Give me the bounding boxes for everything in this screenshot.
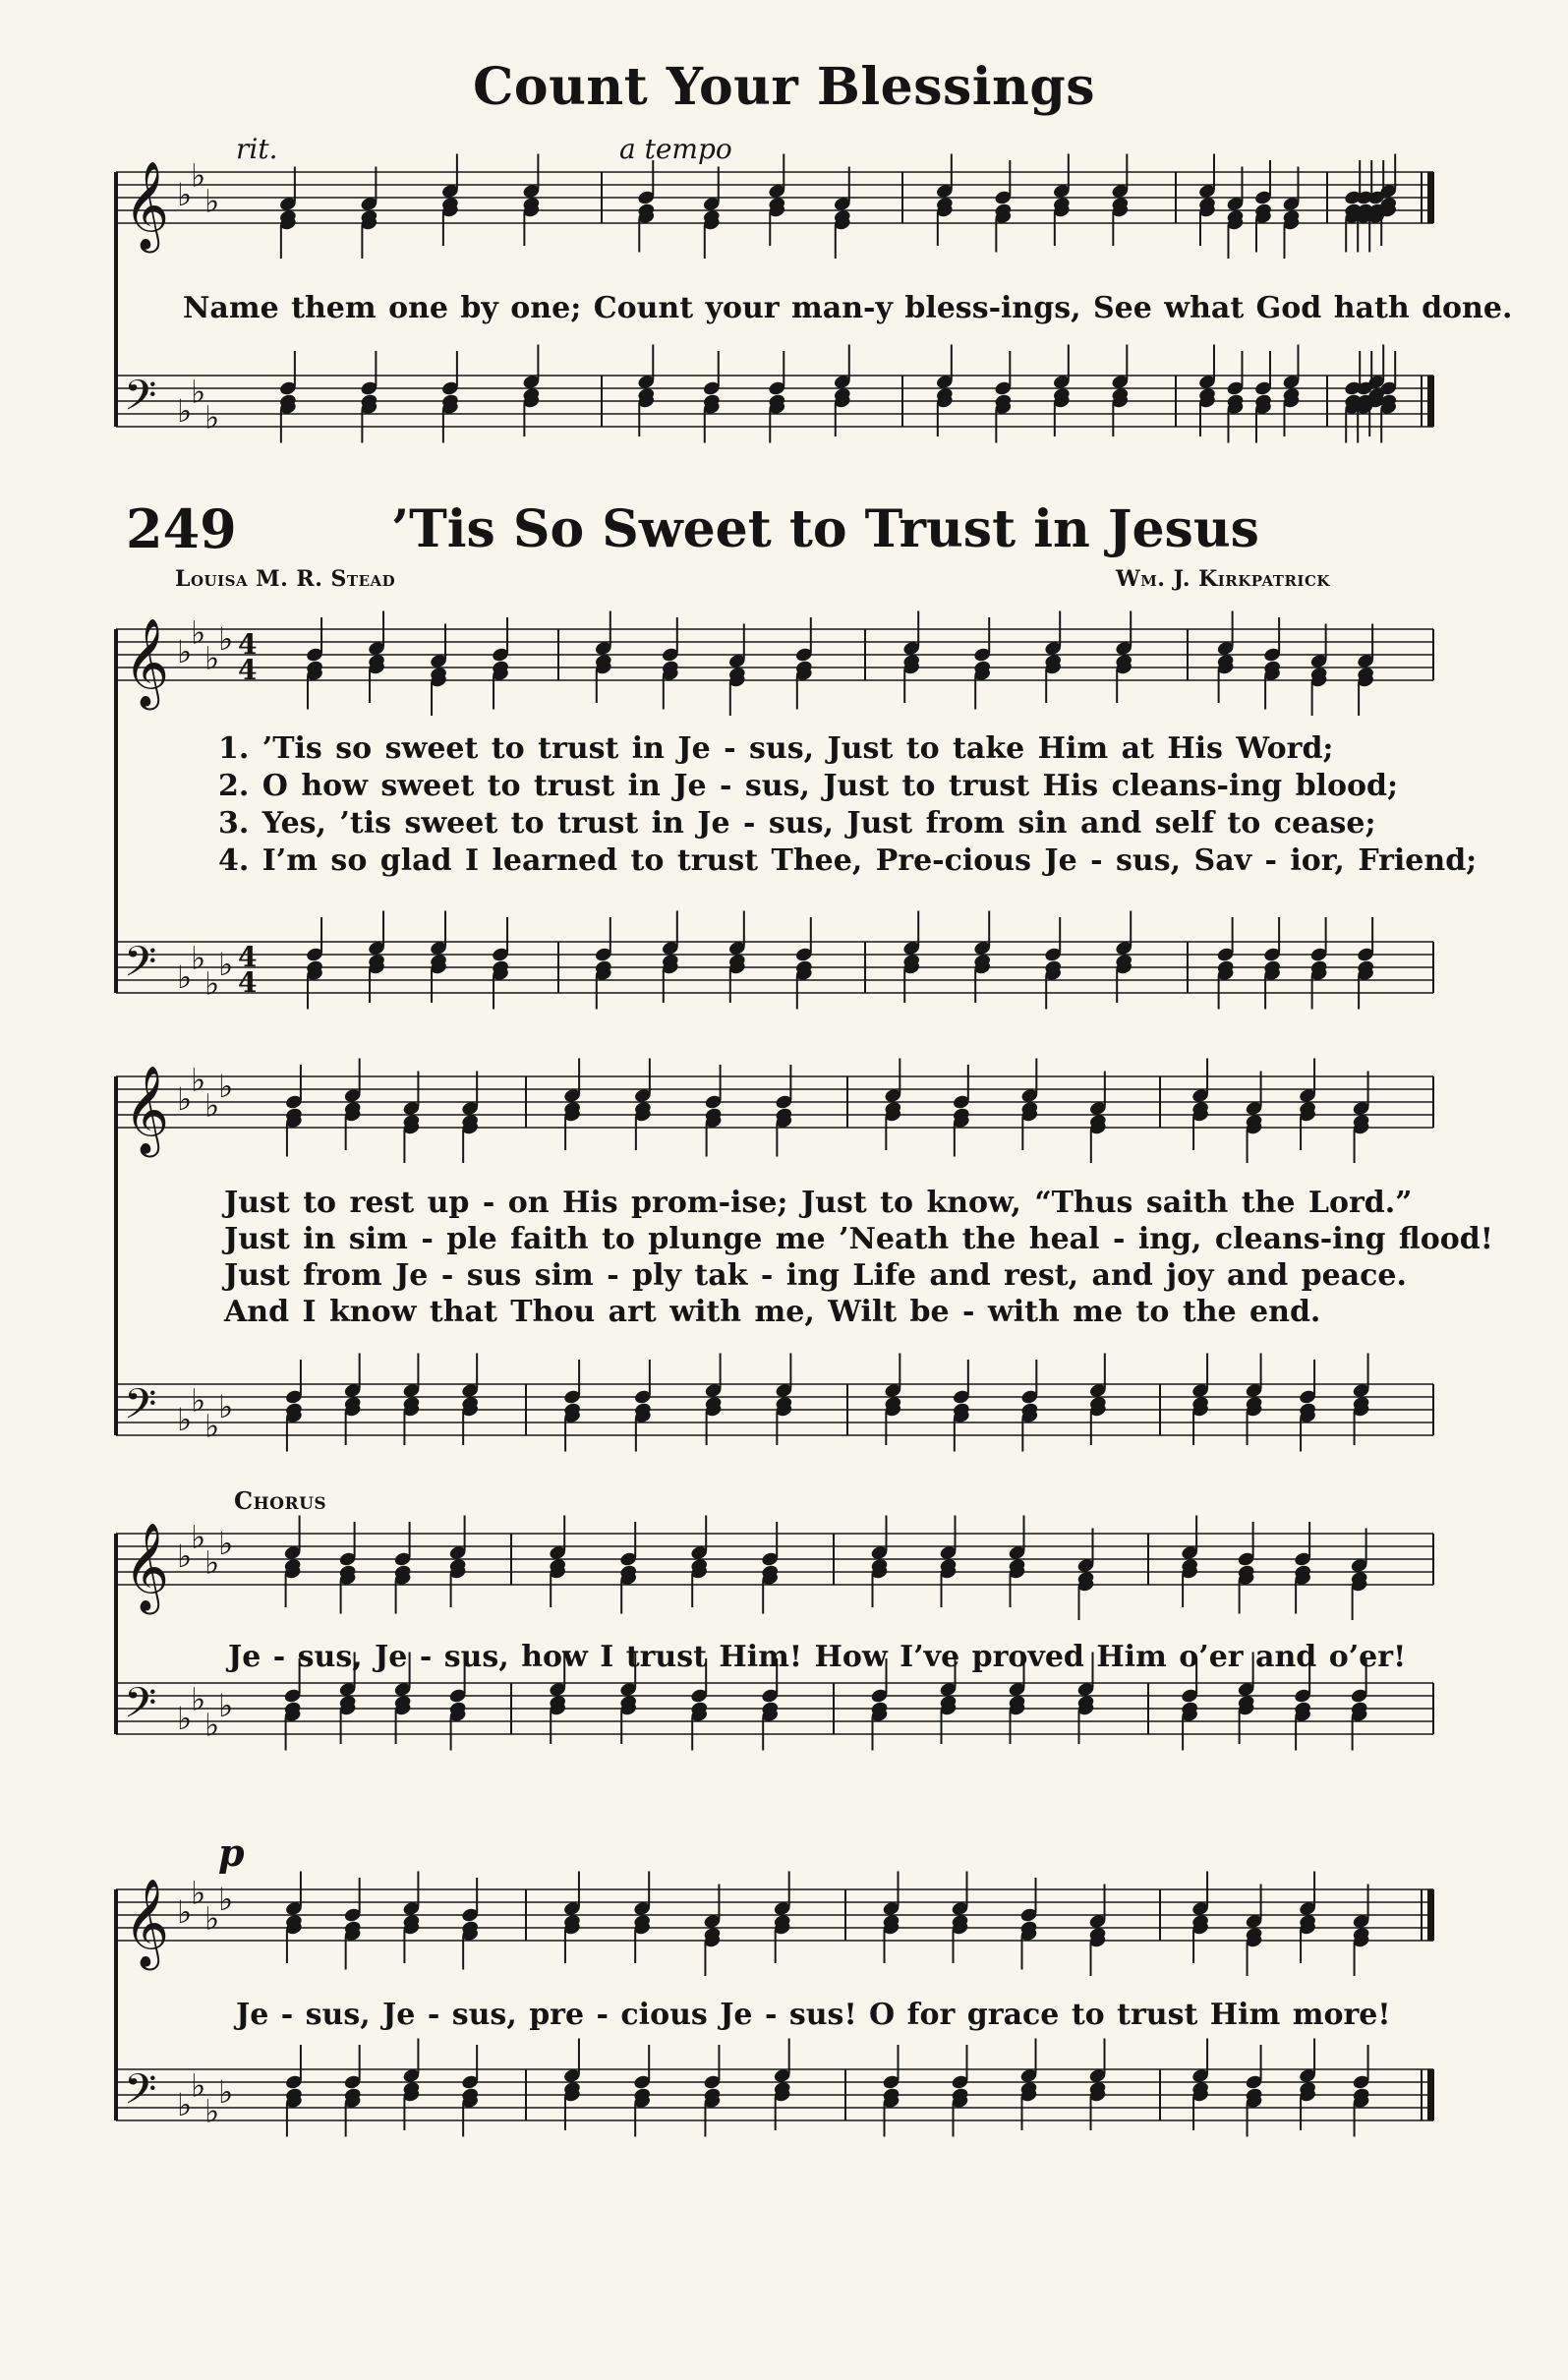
treble-clef-icon: 𝄞 (124, 1523, 170, 1611)
verse-4-line-1: 4. I’m so glad I learned to trust Thee, Pre-cious Je - sus, Sav - ior, Friend; (218, 843, 1478, 878)
treble-clef-icon: 𝄞 (124, 618, 170, 707)
flat-sign-icon: ♭ (191, 1680, 206, 1718)
flat-sign-icon: ♭ (218, 1068, 234, 1105)
final-bar-thick (1427, 2069, 1434, 2120)
flat-sign-icon: ♭ (218, 1687, 234, 1724)
flat-sign-icon: ♭ (218, 2073, 234, 2111)
verse-2-line-2: Just in sim - ple faith to plunge me ’Neath the heal - ing, cleans-ing flood! (224, 1222, 1493, 1256)
time-signature-bottom: 4 (238, 966, 258, 999)
flat-sign-icon: ♭ (204, 398, 220, 436)
treble-clef-icon: 𝄞 (124, 161, 170, 250)
flat-sign-icon: ♭ (204, 1407, 220, 1445)
flat-sign-icon: ♭ (191, 1518, 206, 1556)
flat-sign-icon: ♭ (204, 2092, 220, 2130)
flat-sign-icon: ♭ (218, 1881, 234, 1918)
flat-sign-icon: ♭ (177, 176, 193, 213)
top-hymn-lyric: Name them one by one; Count your man-y bless-ings, See what God hath done. (183, 291, 1513, 325)
time-signature-top: 4 (238, 941, 258, 973)
final-bar-thick (1427, 376, 1434, 427)
flat-sign-icon: ♭ (177, 1538, 193, 1575)
final-bar-thick (1427, 172, 1434, 223)
flat-sign-icon: ♭ (191, 2066, 206, 2105)
a-tempo-marking: a tempo (619, 133, 732, 165)
flat-sign-icon: ♭ (177, 633, 193, 670)
composer-credit: Wm. J. Kirkpatrick (1116, 566, 1330, 592)
flat-sign-icon: ♭ (177, 392, 193, 430)
treble-clef-icon: 𝄞 (124, 1066, 170, 1154)
verse-2-line-1: 2. O how sweet to trust in Je - sus, Just to trust His cleans-ing blood; (218, 769, 1399, 803)
time-signature-bottom: 4 (238, 654, 258, 686)
flat-sign-icon: ♭ (177, 958, 193, 996)
bass-clef-icon: 𝄢 (124, 1380, 157, 1439)
treble-clef-icon: 𝄞 (124, 1879, 170, 1967)
flat-sign-icon: ♭ (177, 1401, 193, 1438)
chorus-line-2: Je - sus, Je - sus, pre - cious Je - sus! O for grace to trust Him more! (236, 1998, 1391, 2032)
flat-sign-icon: ♭ (204, 182, 220, 220)
flat-sign-icon: ♭ (204, 1543, 220, 1582)
final-bar-thick (1427, 1889, 1434, 1941)
hymn-title: ’Tis So Sweet to Trust in Jesus (391, 499, 1259, 559)
top-hymn-title: Count Your Blessings (473, 57, 1095, 117)
time-signature-top: 4 (238, 628, 258, 661)
rit-marking: rit. (236, 133, 278, 165)
flat-sign-icon: ♭ (204, 1706, 220, 1744)
bass-clef-icon: 𝄢 (124, 372, 157, 431)
flat-sign-icon: ♭ (191, 1381, 206, 1420)
flat-sign-icon: ♭ (218, 620, 234, 658)
chorus-label: Chorus (234, 1486, 327, 1515)
flat-sign-icon: ♭ (191, 1061, 206, 1099)
flat-sign-icon: ♭ (177, 1700, 193, 1737)
bass-clef-icon: 𝄢 (124, 2065, 157, 2124)
flat-sign-icon: ♭ (191, 613, 206, 652)
chorus-line-1: Je - sus, Je - sus, how I trust Him! How I’ve proved Him o’er and o’er! (228, 1640, 1407, 1674)
flat-sign-icon: ♭ (204, 1899, 220, 1938)
flat-sign-icon: ♭ (218, 1525, 234, 1562)
verse-1-line-2: Just to rest up - on His prom-ise; Just to know, “Thus saith the Lord.” (224, 1186, 1413, 1220)
flat-sign-icon: ♭ (177, 1080, 193, 1118)
flat-sign-icon: ♭ (191, 373, 206, 411)
flat-sign-icon: ♭ (218, 1388, 234, 1425)
verse-3-line-1: 3. Yes, ’tis sweet to trust in Je - sus, Just from sin and self to cease; (218, 806, 1376, 841)
flat-sign-icon: ♭ (204, 964, 220, 1003)
lyricist-credit: Louisa M. R. Stead (175, 566, 396, 592)
flat-sign-icon: ♭ (177, 1893, 193, 1931)
dynamic-piano: p (218, 1830, 245, 1875)
flat-sign-icon: ♭ (218, 946, 234, 983)
bass-clef-icon: 𝄢 (124, 938, 157, 997)
flat-sign-icon: ♭ (191, 939, 206, 977)
flat-sign-icon: ♭ (177, 2086, 193, 2123)
verse-4-line-2: And I know that Thou art with me, Wilt be - with me to the end. (224, 1295, 1321, 1329)
flat-sign-icon: ♭ (191, 156, 206, 195)
bass-clef-icon: 𝄢 (124, 1679, 157, 1738)
verse-1-line-1: 1. ’Tis so sweet to trust in Je - sus, Just to take Him at His Word; (218, 731, 1334, 766)
flat-sign-icon: ♭ (191, 1874, 206, 1912)
flat-sign-icon: ♭ (204, 639, 220, 677)
hymn-number: 249 (126, 497, 237, 560)
flat-sign-icon: ♭ (204, 1086, 220, 1125)
verse-3-line-2: Just from Je - sus sim - ply tak - ing Life and rest, and joy and peace. (224, 1258, 1407, 1293)
